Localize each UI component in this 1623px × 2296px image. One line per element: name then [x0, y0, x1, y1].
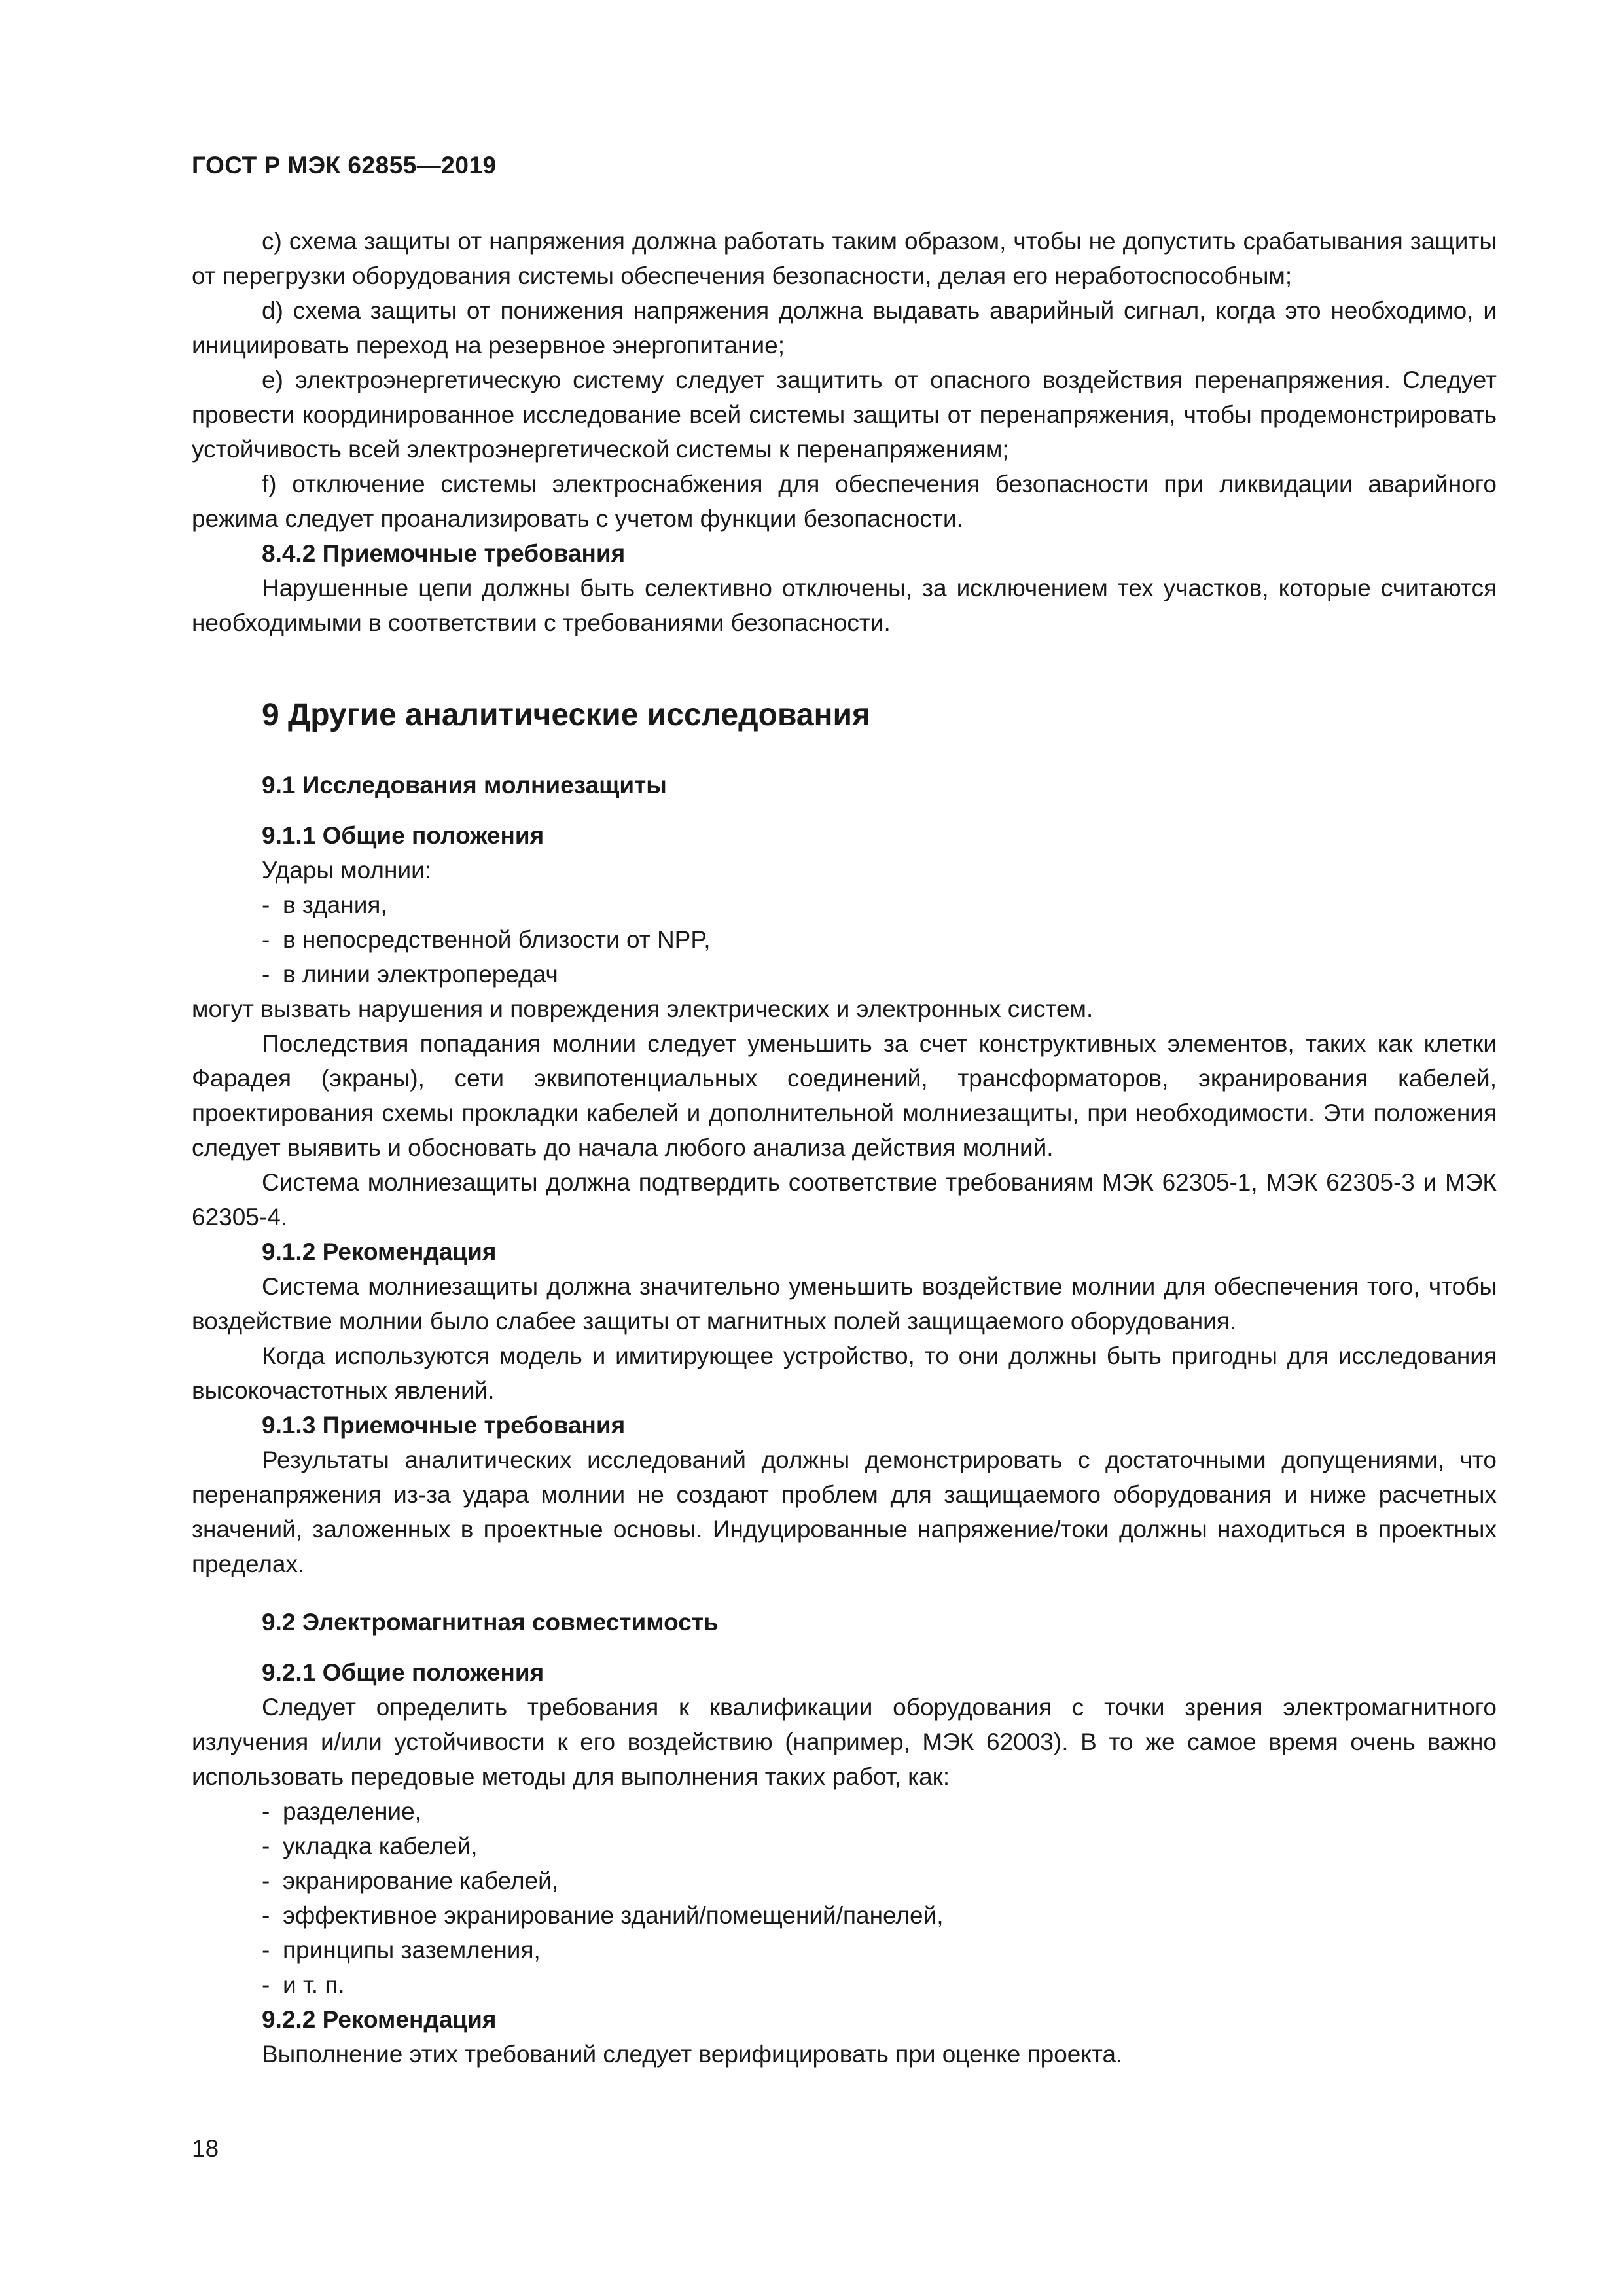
paragraph-9-1-2-b: Когда используются модель и имитирующее устройство, то они должны быть пригодны для исследования высокочастотных явлений. [192, 1342, 1497, 1404]
list-item: - эффективное экранирование зданий/помещений/панелей, [262, 1902, 944, 1929]
item-c: c) схема защиты от напряжения должна работать таким образом, чтобы не допустить срабатывания защиты от перегрузки оборудования системы обеспечения безопасности, делая его неработоспособным; [192, 228, 1497, 289]
paragraph-consequences: Последствия попадания молнии следует уменьшить за счет конструктивных элементов, таких как клетки Фарадея (экраны), сети эквипотенциальных соединений, трансформаторов, экранирования кабелей, проектирования схемы прокладки кабелей и дополнительной молниезащиты, при необходимости. Эти положения следует выявить и обосновать до начала любого анализа действия молний. [192, 1030, 1497, 1161]
heading-9-1-2: 9.1.2 Рекомендация [262, 1238, 497, 1265]
item-e: e) электроэнергетическую систему следует защитить от опасного воздействия перенапряжения. Следует провести координированное исследование всей системы защиты от перенапряжения, чтобы продемонстрировать устойчивость всей электроэнергетической системы к перенапряжениям; [192, 367, 1497, 463]
lightning-list [192, 888, 1497, 992]
paragraph-8-4-2: Нарушенные цепи должны быть селективно отключены, за исключением тех участков, которые считаются необходимыми в соответствии с требованиями безопасности. [192, 575, 1497, 636]
paragraph-after-list: могут вызвать нарушения и повреждения электрических и электронных систем. [192, 996, 1094, 1022]
paragraph-9-2-1: Следует определить требования к квалификации оборудования с точки зрения электромагнитного излучения и/или устойчивости к его воздействию (например, МЭК 62003). В то же самое время очень важно использовать передовые методы для выполнения таких работ, как: [192, 1694, 1497, 1790]
section-9-2-title: 9.2 Электромагнитная совместимость [262, 1609, 719, 1636]
section-9-1-title: 9.1 Исследования молниезащиты [262, 772, 667, 798]
page-number: 18 [192, 2135, 219, 2162]
document-body [192, 224, 1497, 2072]
heading-9-1-3: 9.1.3 Приемочные требования [262, 1412, 626, 1439]
list-item: - разделение, [262, 1798, 421, 1825]
list-item: - в непосредственной близости от NPP, [262, 926, 711, 953]
item-f: f) отключение системы электроснабжения для обеспечения безопасности при ликвидации аварийного режима следует проанализировать с учетом функции безопасности. [192, 471, 1497, 532]
paragraph-9-2-2: Выполнение этих требований следует верифицировать при оценке проекта. [262, 2041, 1123, 2068]
list-item: - в здания, [262, 891, 387, 918]
list-item: - укладка кабелей, [262, 1833, 478, 1859]
heading-9-2-1: 9.2.1 Общие положения [262, 1659, 544, 1686]
list-item: - в линии электропередач [262, 961, 558, 988]
heading-9-2-2: 9.2.2 Рекомендация [262, 2006, 497, 2033]
list-item: - экранирование кабелей, [262, 1867, 559, 1894]
list-item: - и т. п. [262, 1971, 345, 1998]
item-d: d) схема защиты от понижения напряжения должна выдавать аварийный сигнал, когда это необходимо, и инициировать переход на резервное энергопитание; [192, 297, 1497, 359]
section-9-title: 9 Другие аналитические исследования [262, 698, 871, 732]
emc-list [192, 1794, 1497, 2002]
paragraph-system: Система молниезащиты должна подтвердить соответствие требованиям МЭК 62305-1, МЭК 62305-3 и МЭК 62305-4. [192, 1169, 1497, 1230]
heading-8-4-2: 8.4.2 Приемочные требования [262, 540, 626, 567]
paragraph-9-1-3: Результаты аналитических исследований должны демонстрировать с достаточными допущениями, что перенапряжения из-за удара молнии не создают проблем для защищаемого оборудования и ниже расчетных значений, заложенных в проектные основы. Индуцированные напряжение/токи должны находиться в проектных пределах. [192, 1446, 1497, 1577]
heading-9-1-1: 9.1.1 Общие положения [262, 822, 544, 849]
paragraph-9-1-2-a: Система молниезащиты должна значительно уменьшить воздействие молнии для обеспечения того, чтобы воздействие молнии было слабее защиты от магнитных полей защищаемого оборудования. [192, 1273, 1497, 1335]
page-header-title: ГОСТ Р МЭК 62855—2019 [192, 152, 497, 179]
paragraph-9-1-1-intro: Удары молнии: [262, 857, 432, 884]
list-item: - принципы заземления, [262, 1937, 541, 1964]
